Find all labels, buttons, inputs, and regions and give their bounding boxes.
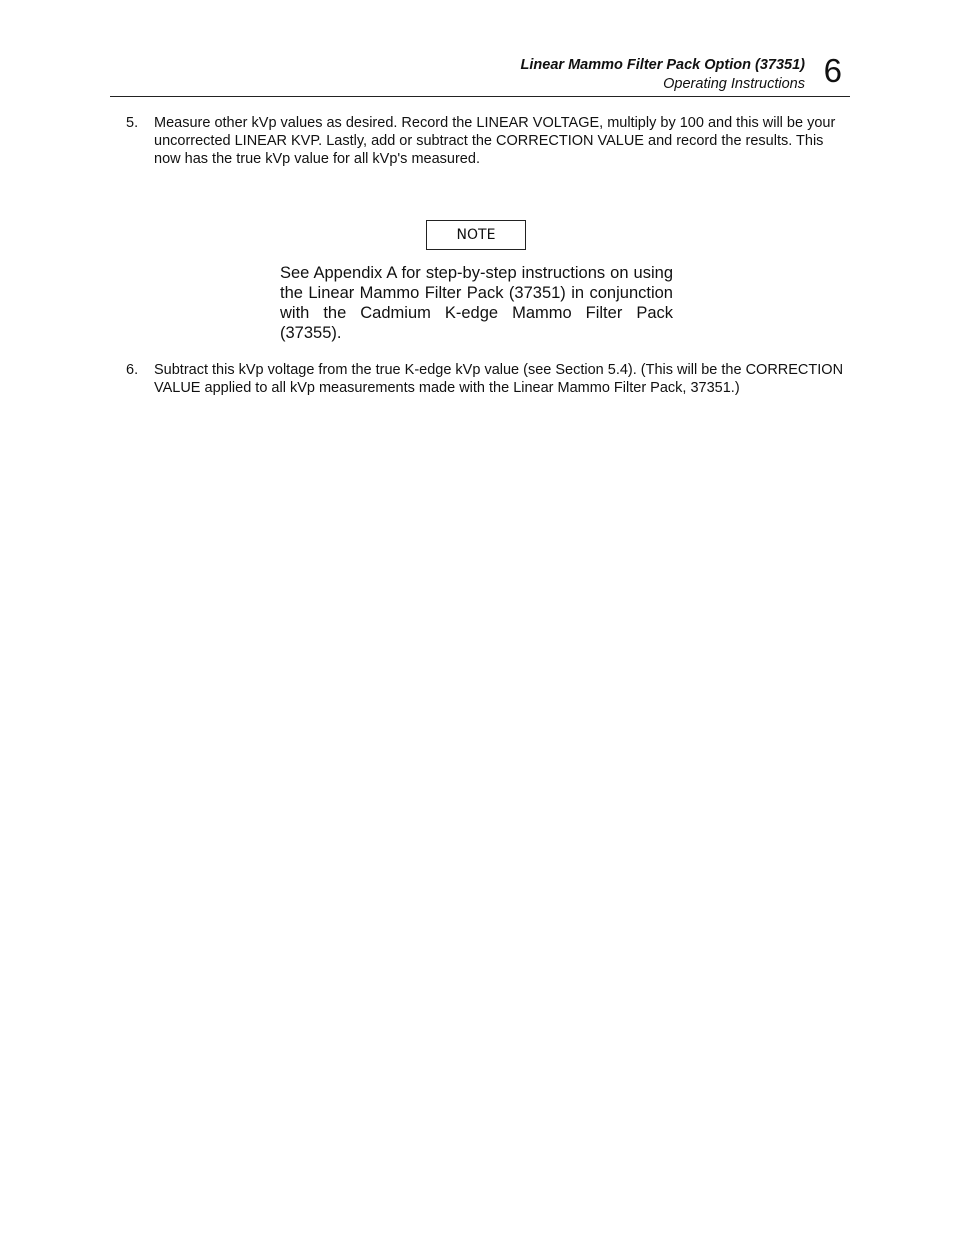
step-number: 5. bbox=[126, 115, 139, 131]
header-subtitle: Operating Instructions bbox=[663, 76, 805, 92]
header-title: Linear Mammo Filter Pack Option (37351) bbox=[520, 57, 805, 73]
page-header bbox=[110, 50, 850, 97]
note-label-box bbox=[426, 220, 526, 250]
note-label: NOTE bbox=[456, 227, 496, 243]
note-text: See Appendix A for step-by-step instructions on using the Linear Mammo Filter Pack (37351) in conjunction with the Cadmium K-edge Mammo Filter Pack (37355). bbox=[280, 264, 673, 342]
step-number: 6. bbox=[126, 362, 139, 378]
step-6 bbox=[126, 361, 846, 397]
chapter-number: 6 bbox=[823, 52, 842, 89]
step-text: Measure other kVp values as desired. Record the LINEAR VOLTAGE, multiply by 100 and this will be your uncorrected LINEAR KVP. Lastly, add or subtract the CORRECTION VALUE and record the results. This now has the true kVp value for all kVp's measured. bbox=[154, 115, 836, 167]
step-5 bbox=[126, 114, 846, 168]
step-text: Subtract this kVp voltage from the true K-edge kVp value (see Section 5.4). (This will be the CORRECTION VALUE applied to all kVp measurements made with the Linear Mammo Filter Pack, 37351.) bbox=[154, 362, 844, 396]
